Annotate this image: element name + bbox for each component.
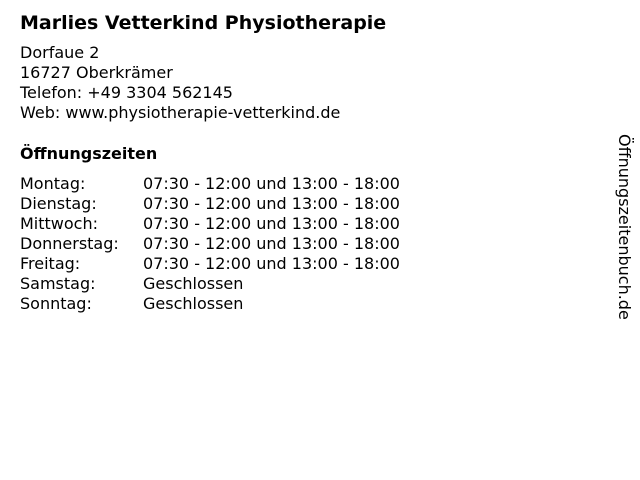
day-hours: Geschlossen (143, 274, 244, 293)
day-label: Mittwoch: (20, 214, 98, 233)
day-label: Samstag: (20, 274, 96, 293)
website: Web: www.physiotherapie-vetterkind.de (20, 103, 341, 122)
day-label: Sonntag: (20, 294, 92, 313)
day-hours: Geschlossen (143, 294, 244, 313)
day-label: Montag: (20, 174, 86, 193)
city-address: 16727 Oberkrämer (20, 63, 173, 82)
day-label: Freitag: (20, 254, 81, 273)
day-label: Dienstag: (20, 194, 97, 213)
day-hours: 07:30 - 12:00 und 13:00 - 18:00 (143, 254, 400, 273)
street-address: Dorfaue 2 (20, 43, 100, 62)
day-hours: 07:30 - 12:00 und 13:00 - 18:00 (143, 194, 400, 213)
business-name: Marlies Vetterkind Physiotherapie (20, 12, 387, 34)
business-address-block (20, 43, 340, 123)
day-label: Donnerstag: (20, 234, 119, 253)
day-hours: 07:30 - 12:00 und 13:00 - 18:00 (143, 214, 400, 233)
source-watermark-label: Öffnungszeitenbuch.de (615, 134, 634, 320)
day-hours: 07:30 - 12:00 und 13:00 - 18:00 (143, 174, 400, 193)
opening-hours-heading: Öffnungszeiten (20, 144, 158, 163)
day-hours: 07:30 - 12:00 und 13:00 - 18:00 (143, 234, 400, 253)
phone-number: Telefon: +49 3304 562145 (20, 83, 233, 102)
